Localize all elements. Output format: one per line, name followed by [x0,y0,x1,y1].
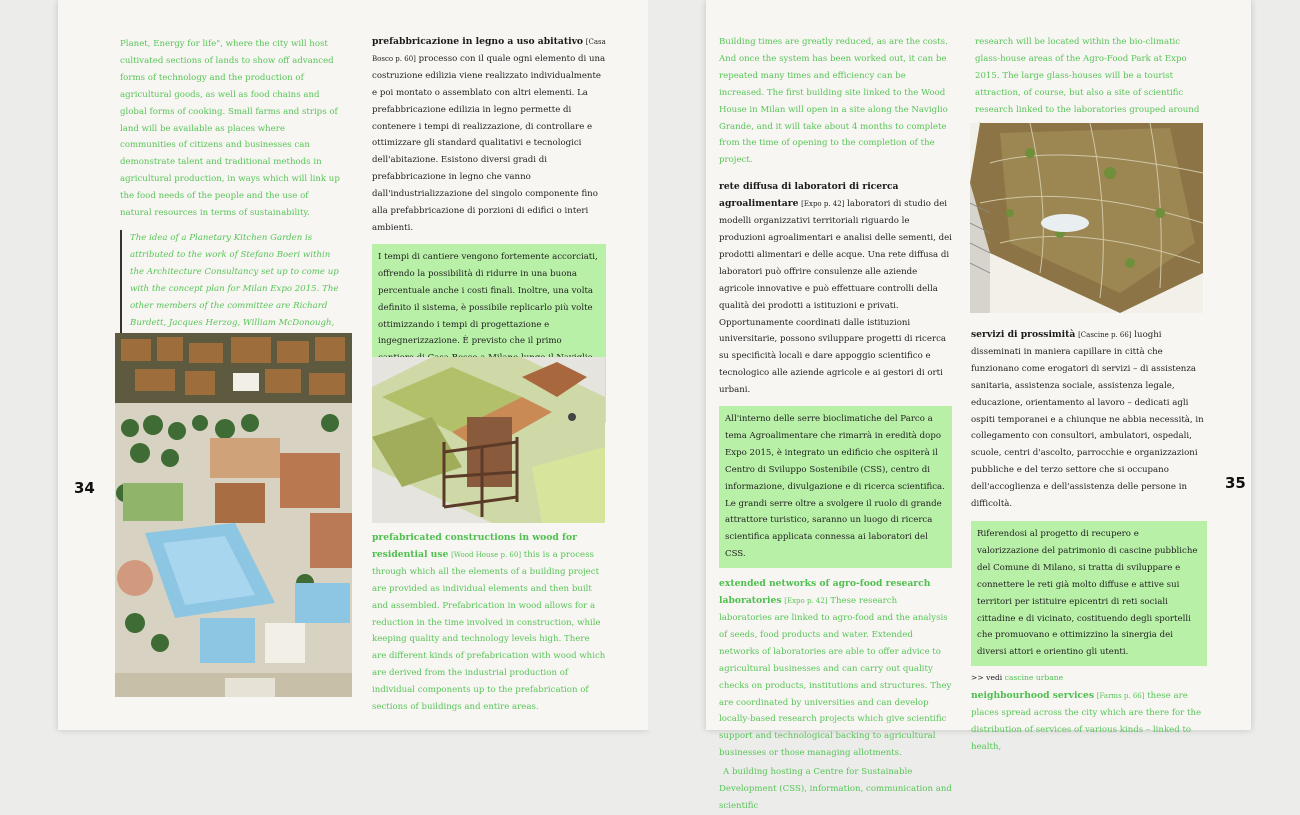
entry-body-it: processo con il quale ogni elemento di una costruzione edilizia viene realizzato individualmente e poi montato o assemblato con altri elementi. La prefabbricazione edilizia in legno permette di contenere i tempi di realizzazione, di controllare e ottimizzare gli standard qualitativi e tecnologici dell'abitazione. Esistono diversi gradi di prefabbricazione in legno che vanno dall'industrializzazione del singolo componente fino alla prefabbricazione di porzioni di edifici o interi ambienti. [372,53,606,233]
attribution-quote: The idea of a Planetary Kitchen Garden is attributed to the work of Stefano Boeri within the Architecture Consultancy set up to come up with the concept plan for Milan Expo 2015. The other members of the committee are Richard Burdett, Jacques Herzog, William McDonough, [120,230,342,382]
wood-house-isometric-illustration [372,357,605,523]
right-column-2-lower [971,327,1207,756]
proximity-box-it: Riferendosi al progetto di recupero e valorizzazione del patrimonio di cascine pubbliche del Comune di Milano, si tratta di sviluppare e connettere le reti già molto diffuse e attive sui territori per istituire epicentri di reti sociali cittadine e di vicinato, costituendo degli sportelli che promuovano e ottimizzino la sinergia dei diversi attori e orientino gli utenti. [971,521,1207,666]
entry-research-labs-it [719,179,952,399]
intro-paragraph: Planet, Energy for life", where the city will host cultivated sections of lands to show off advanced forms of technology and the production of agricultural goods, as well as food chains and global forms of cooking. Small farms and strips of land will be available as places where communities of citizens and businesses can demonstrate talent and traditional methods in agricultural production, in ways which will link up the food needs of the people and the use of natural resources in terms of sustainability. [120,39,340,219]
research-labs-heading-it: rete diffusa di laboratori di ricerca agroalimentare [719,181,899,210]
see-also-link[interactable]: cascine urbane [1004,673,1064,683]
neighbourhood-heading-en: neighbourhood services [971,690,1095,702]
see-also-label: vedi [986,673,1003,683]
entry-research-labs-en [719,576,952,762]
research-labs-body-en: These research laboratories are linked to agro-food and the analysis of seeds, food products and water. Extended networks of laboratories are able to offer advice to agricultural businesses and can carry out quality checks on products, institutions and structures. They are coordinated by universities and can develop locally-based research projects which give scientific support and technological backing to agricultural businesses or those managing allotments. [719,596,952,759]
entry-heading-it: prefabbricazione in legno a uso abitativo [372,36,584,47]
see-also-arrow: >> [971,673,984,683]
greenhouse-roof-illustration [970,123,1203,313]
proximity-body-it: luoghi disseminati in maniera capillare in città che funzionano come erogatori di servizi – di assistenza sanitaria, assistenza sociale, assistenza legale, educazione, orientamento al lavoro – dedicati agli ospiti temporanei e a chiunque ne abbia necessità, in collegamento con consultori, ambulatori, ospedali, scuole, centri d'ascolto, parrocchie e organizzazioni pubbliche e del terzo settore che si occupano dell'accoglienza e dell'assistenza delle persone in difficoltà. [971,330,1204,510]
research-labs-box-it: All'interno delle serre bioclimatiche del Parco a tema Agroalimentare che rimarrà in eredità dopo Expo 2015, è integrato un edificio che ospiterà il Centro di Sviluppo Sostenibile (CSS), centro di informazione, divulgazione e di ricerca scientifica. Le grandi serre oltre a svolgere il ruolo di grande attrattore turistico, saranno un luogo di ricerca scientifica applicata connessa ai laboratori del CSS. [719,406,952,568]
entry-proximity-services-it [971,327,1207,513]
right-column-2 [975,34,1207,135]
see-also-line [971,670,1207,687]
page-number-right: 35 [1225,474,1246,492]
aerial-garden-city-illustration [115,333,352,697]
entry-wood-house-en [372,530,606,716]
left-column-1 [120,36,342,382]
highlight-box-it: I tempi di cantiere vengono fortemente accorciati, offrendo la possibilità di ridurre in una buona percentuale anche i costi finali. Inoltre, una volta definito il sistema, è possibile replicarlo più volte ottimizzando i tempi di progettazione e ingegnerizzazione. È previsto che il primo [372,244,606,423]
research-en-continued: research will be located within the bio-climatic glass-house areas of the Agro-Food Park at Expo 2015. The large glass-houses will be a tourist attraction, of course, but also a site of scientific research linked to the laboratories grouped around [975,37,1200,115]
wood-house-en-continued: Building times are greatly reduced, as are the costs. And once the system has been worked out, it can be repeated many times and efficiency can be increased. The first building site linked to the Wood House in Milan will open in a site along the Naviglio Grande, and it will take about 4 months to complete from the time of opening to the completion of the project. [719,37,948,166]
page-number-left: 34 [74,479,95,497]
entry-heading-en: prefabricated constructions in wood for residential use [372,532,577,560]
research-labs-heading-en: extended networks of agro-food research laboratories [719,578,931,607]
right-column-1 [719,34,952,815]
research-labs-ref-en: [Expo p. 42] [784,597,828,606]
neighbourhood-ref-en: [Farms p. 66] [1096,692,1145,701]
book-gutter [648,0,706,730]
neighbourhood-body-en: these are places spread across the city which are there for the distribution of services of various kinds – linked to health, [971,691,1202,752]
left-column-2-english [372,530,606,716]
entry-body-en: this is a process through which all the elements of a building project are provided as individual elements and then built and assembled. Prefabrication in wood allows for a reduction in the time involved in construction, while keeping quality and technology levels high. There are different kinds of prefabrication with wood which are derived from the industrial production of individual components up to the prefabrication of sections of buildings and entire areas. [372,549,606,713]
entry-neighbourhood-services-en [971,688,1207,756]
entry-ref-it: [Casa Bosco p. 60] [372,38,606,63]
research-labs-ref-it: [Expo p. 42] [801,200,845,209]
proximity-ref-it: [Cascine p. 66] [1078,331,1132,339]
proximity-heading-it: servizi di prossimità [971,329,1076,340]
entry-ref-en: [Wood House p. 60] [451,550,522,559]
research-labs-tail-en: A building hosting a Centre for Sustainable Development (CSS), information, communication and scientific [719,767,952,811]
entry-wood-house-it [372,34,606,237]
research-labs-body-it: laboratori di studio dei modelli organizzativi territoriali riguardo le produzioni agroalimentari e analisi delle sementi, dei prodotti alimentari e delle acque. Una rete diffusa di laboratori può offrire consulenze alle aziende agricole innovative e può effettuare controlli della qualità dei prodotti a istituzioni e privati. Opportunamente coordinati dalle istituzioni universitarie, possono sviluppare progetti di ricerca su specificità locali e dare appoggio scientifico e tecnologico alle aziende agricole e ai gestori di orti urbani. [719,199,952,396]
